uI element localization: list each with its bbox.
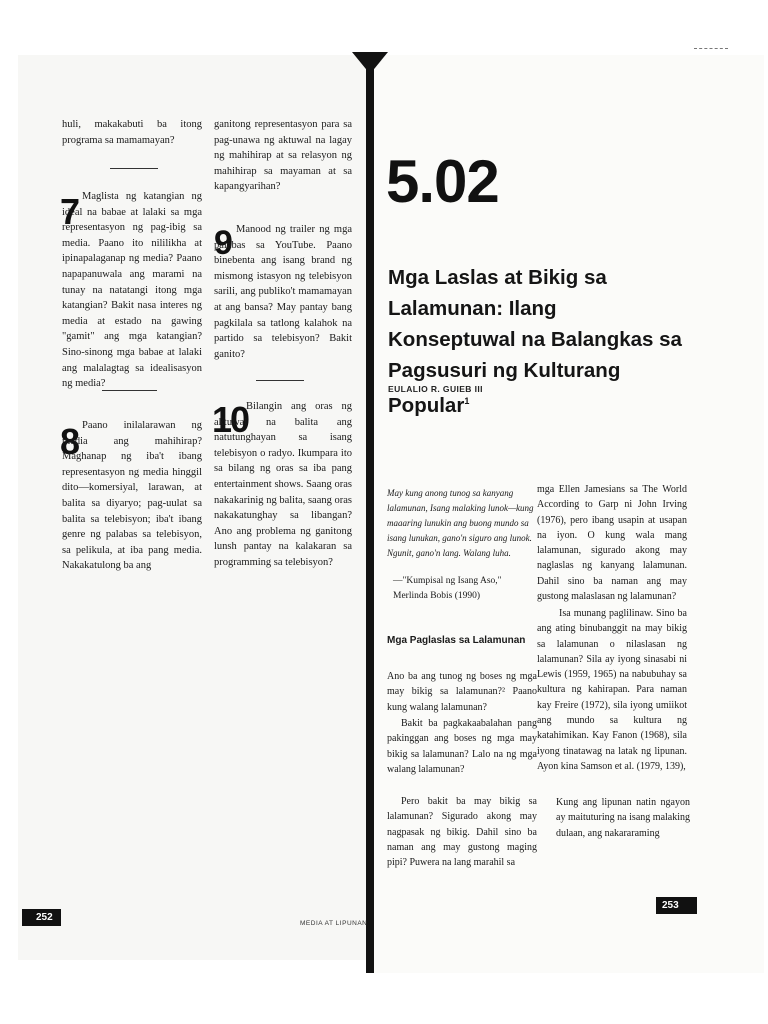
divider — [110, 168, 158, 169]
left-paragraph-1: huli, makakabuti ba itong programa sa mamamayan? — [62, 119, 202, 146]
question-number-7: 7 — [60, 191, 81, 232]
article-title-text: Mga Laslas at Bikig sa Lalamunan: Ilang Konseptuwal na Balangkas sa Pagsusuri ng Kulturang Popular — [388, 266, 682, 417]
body-col2-paragraph-2: Isa munang paglilinaw. Sino ba ang ating binubanggit na may bikig sa lalamunan o nilaslasan ng lalamunan? Sila ay iyong sinasabi ni Lewis (1959, 1965) na nabubuhay sa kultura ng kahirapan. Para naman kay Freire (1972), sila iyong umiikot ang mundo sa kultura ng katahimikan. Kay Fanon (1968), sila iyong tinatawag na latak ng lipunan. Ayon kina Samson et al. (1979, 139), — [537, 608, 687, 772]
epigraph-attribution: —"Kumpisal ng Isang Aso," Merlinda Bobis (1990) — [393, 576, 502, 601]
question-number-10: 10 — [212, 399, 249, 440]
page-number-left: 252 — [22, 909, 61, 926]
article-title — [388, 262, 688, 421]
question-9-text: Manood ng trailer ng mga palabas sa YouTube. Paano binebenta ang isang brand ng mismong istasyon ng telebisyon sarili, ang publiko't mamamayan at ang bansa? May pantay bang pagkilala sa tatlong kalahok na partido sa telebisyon? Bakit ganito? — [214, 224, 352, 360]
title-footnote-marker: 1 — [464, 396, 470, 406]
question-8-text: Paano inilalarawan ng media ang mahihirap? Maghanap ng iba't ibang representasyon ng media hinggil dito—komersiyal, larawan, at balita sa diyaryo; pag-uulat sa balita sa telebisyon; iba't ibang genre ng palabas sa telebisyon, sa pelikula, at iba pang media. Nakakatulong ba ang — [62, 420, 202, 572]
author-name: EULALIO R. GUIEB III — [388, 384, 483, 394]
question-7-text: Maglista ng katangian ng ideal na babae at lalaki sa mga representasyon ng pag-ibig sa media. Paano ito nililikha at ipinapalaganap ng media? Paano napapanuwala ang marami na tunay na natatangi itong mga katangian? Bakit nasa interes ng media at estado na gawing "gamit" ang mga katangian? Sino-sinong mga babae at lalaki ang malalagtag sa idealisasyon ng media? — [62, 191, 202, 390]
body-paragraph-2: Bakit ba pagkakaabalahan pang pakinggan ang boses ng mga may bikig sa lalamunan? Lalo na ng mga walang lalamunan? — [387, 718, 537, 775]
left-col2-paragraph-1: ganitong representasyon para sa pag-unawa ng aktuwal na lagay ng mahihirap at sa relasyon ng mahihirap sa mayaman at sa kapangyarihan? — [214, 119, 352, 193]
running-footer: MEDIA AT LIPUNAN — [300, 920, 368, 927]
question-number-9: 9 — [214, 224, 233, 262]
block-quote: Kung ang lipunan natin ngayon ay maituturing na isang malaking dulaan, ang nakararaming — [556, 797, 690, 839]
book-gutter — [366, 55, 374, 973]
chapter-number: 5.02 — [386, 148, 499, 215]
body-paragraph-1: Ano ba ang tunog ng boses ng mga may bikig sa lalamunan?² Paano kung walang lalamunan? — [387, 671, 537, 713]
gutter-notch — [352, 52, 388, 74]
divider — [256, 380, 304, 381]
page-number-right: 253 — [656, 897, 697, 914]
epigraph: May kung anong tunog sa kanyang lalamunan, Isang malaking lunok—kung maaaring lunukin ang buong mundo sa isang lunukan, gano'n siguro ang lunok. Ngunit, gano'n lang. Walang luha. — [387, 488, 534, 558]
question-number-8: 8 — [60, 421, 81, 462]
divider — [102, 390, 157, 391]
section-heading: Mga Paglaslas sa Lalamunan — [387, 635, 526, 646]
question-10-text: Bilangin ang oras ng aktuwal na balita ang natutunghayan sa isang telebisyon o radyo. Ikumpara ito sa bilang ng oras sa iba pang entertainment shows. Saang oras nakakarinig ng balita, saang oras nakakatunghay sa libangan? Ano ang problema ng ganitong lunsh pantay na kalakaran sa programming sa telebisyon? — [214, 401, 352, 568]
body-col2-paragraph-1: mga Ellen Jamesians sa The World According to Garp ni John Irving (1976), pero ibang usapin at usapan na iyon. O kung wala mang lalamunan, sigurado akong may naglaslas ng kanyang lalamunan. Dahil sino ba naman ang may gustong malaslasan ng lalamunan? — [537, 484, 687, 603]
body-paragraph-3: Pero bakit ba may bikig sa lalamunan? Sigurado akong may nagpasak ng bikig. Dahil sino ba naman ang may gustong maging pipi? Puwera na lang marahil sa — [387, 796, 537, 869]
corner-mark — [694, 48, 728, 50]
